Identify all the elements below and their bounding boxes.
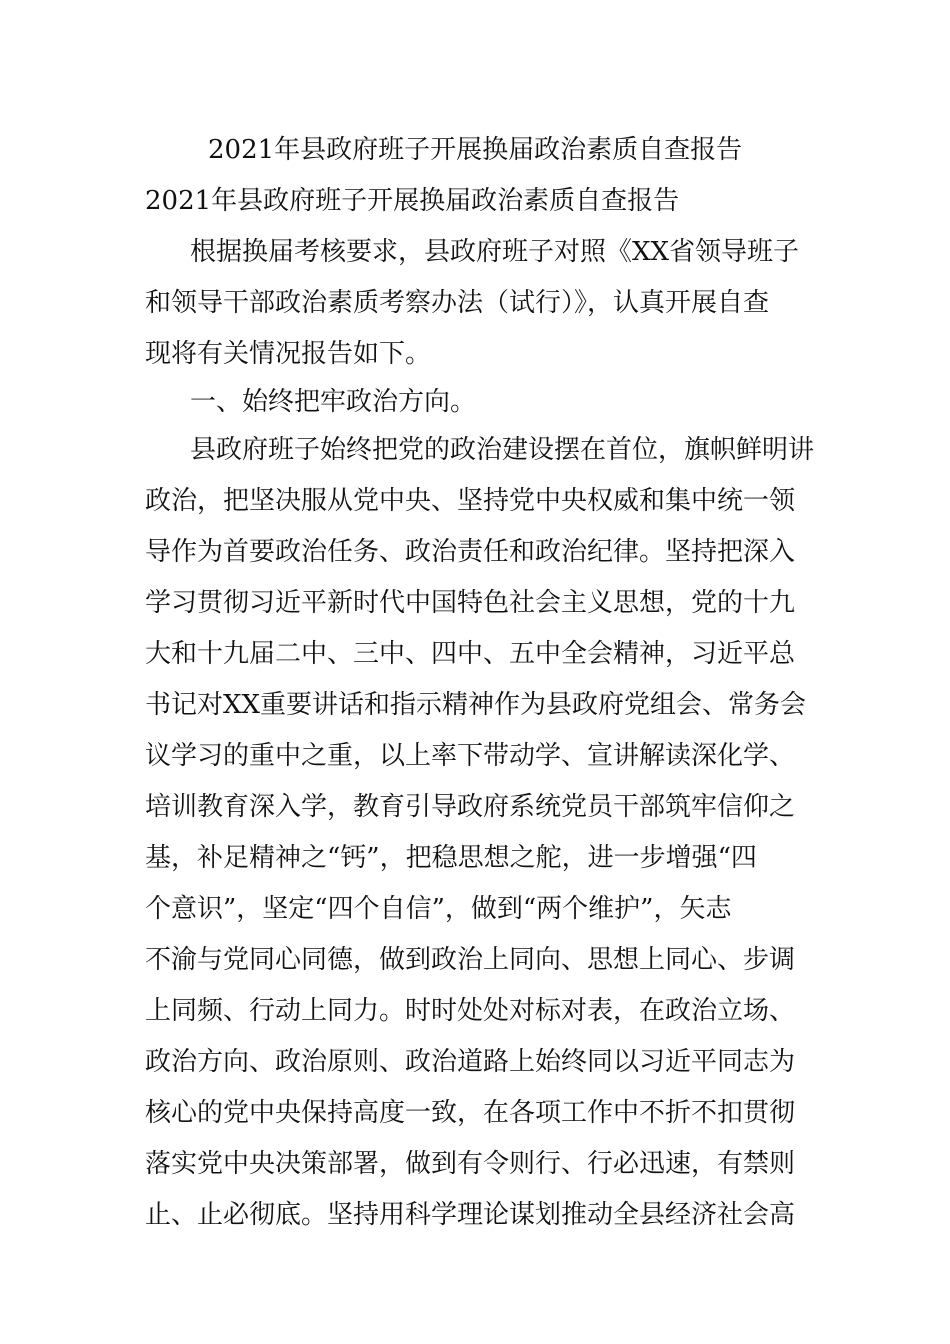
body-line: 议学习的重中之重，以上率下带动学、宣讲解读深化学、 (145, 741, 796, 771)
body-line: 政治，把坚决服从党中央、坚持党中央权威和集中统一领 (145, 486, 796, 516)
intro-line: 和领导干部政治素质考察办法（试行）》，认真开展自查 (145, 288, 770, 318)
body-line: 基，补足精神之“钙”，把稳思想之舵，进一步增强“四 (145, 843, 757, 873)
section-heading: 一、始终把牢政治方向。 (190, 387, 477, 417)
body-line: 大和十九届二中、三中、四中、五中全会精神，习近平总 (145, 639, 796, 669)
body-line: 书记对XX重要讲话和指示精神作为县政府党组会、常务会 (145, 690, 807, 720)
document-subtitle: 2021年县政府班子开展换届政治素质自查报告 (145, 186, 680, 216)
body-line: 培训教育深入学，教育引导政府系统党员干部筑牢信仰之 (145, 792, 796, 822)
body-line: 止、止必彻底。坚持用科学理论谋划推动全县经济社会高 (145, 1200, 796, 1230)
intro-line: 现将有关情况报告如下。 (145, 339, 432, 369)
body-line: 县政府班子始终把党的政治建设摆在首位，旗帜鲜明讲 (190, 435, 815, 465)
body-line: 个意识”，坚定“四个自信”，做到“两个维护”，矢志 (145, 894, 732, 924)
body-line: 上同频、行动上同力。时时处处对标对表，在政治立场、 (145, 996, 796, 1026)
intro-line: 根据换届考核要求，县政府班子对照《XX省领导班子 (190, 237, 800, 267)
body-line: 不渝与党同心同德，做到政治上同向、思想上同心、步调 (145, 945, 796, 975)
body-line: 学习贯彻习近平新时代中国特色社会主义思想，党的十九 (145, 588, 796, 618)
document-title: 2021年县政府班子开展换届政治素质自查报告 (208, 135, 743, 165)
body-line: 核心的党中央保持高度一致，在各项工作中不折不扣贯彻 (145, 1098, 796, 1128)
body-line: 政治方向、政治原则、政治道路上始终同以习近平同志为 (145, 1047, 796, 1077)
body-line: 落实党中央决策部署，做到有令则行、行必迅速，有禁则 (145, 1149, 796, 1179)
body-line: 导作为首要政治任务、政治责任和政治纪律。坚持把深入 (145, 537, 796, 567)
